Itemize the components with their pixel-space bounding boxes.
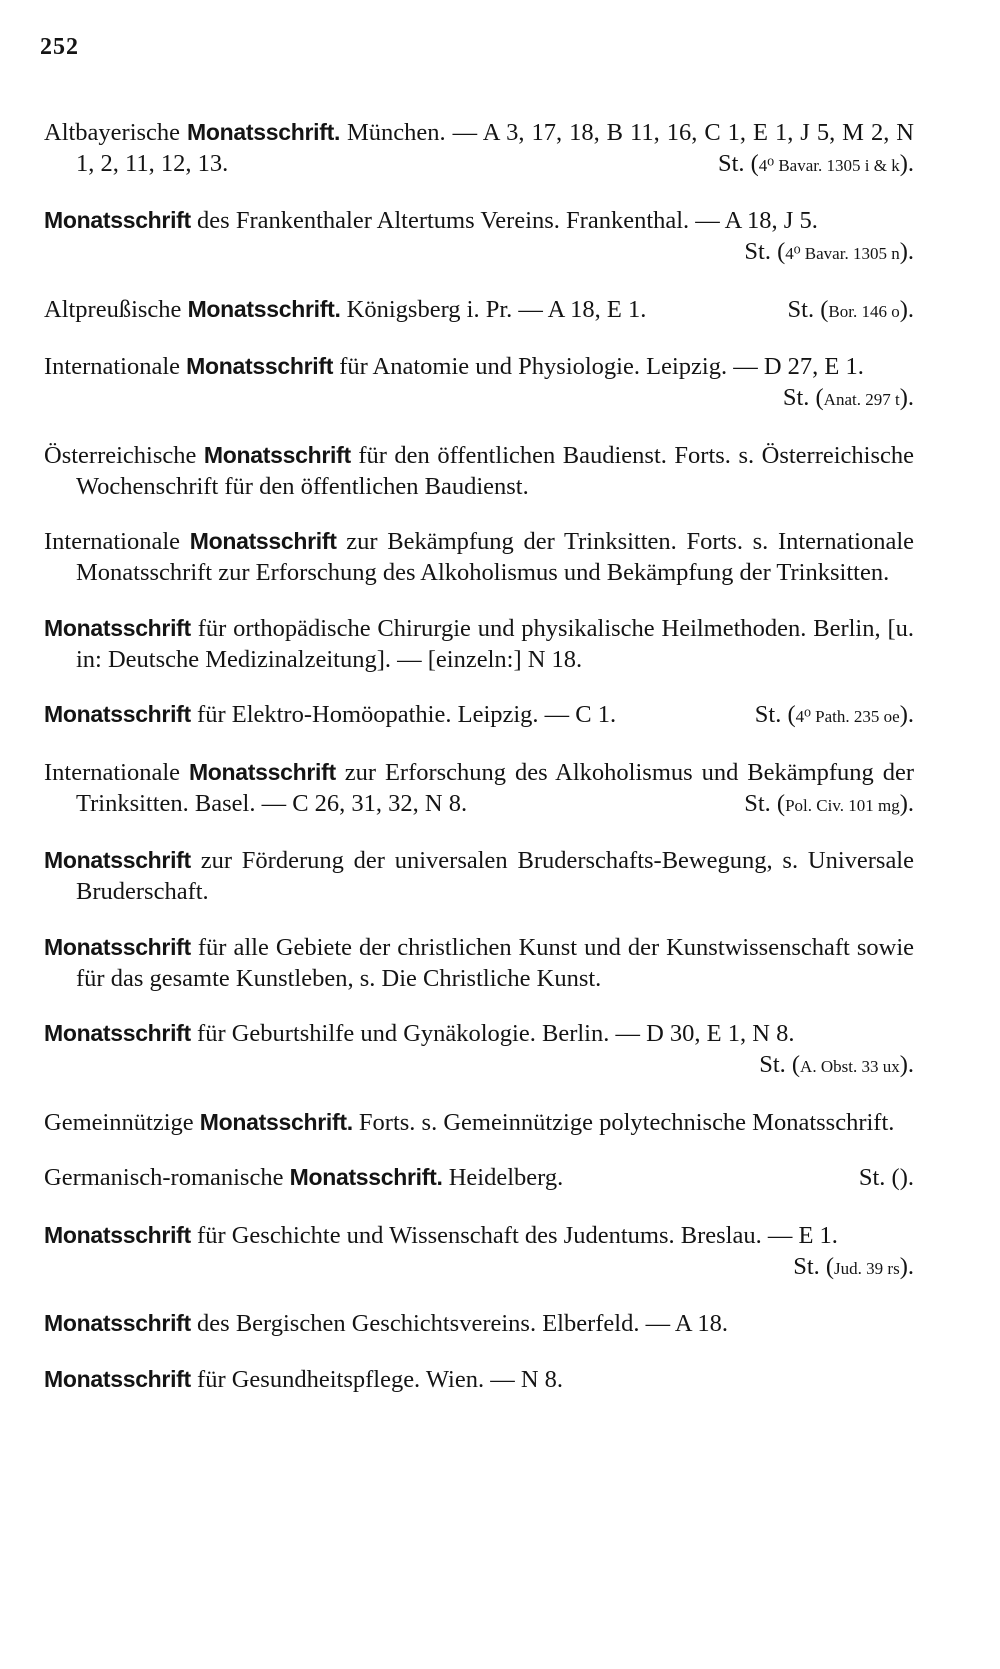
entry-text: Forts. s. Gemeinnützige polytechnische Monatsschrift. — [352, 1108, 895, 1136]
catalog-entry — [44, 1107, 914, 1138]
entry-keyword: Monatsschrift. — [289, 1164, 443, 1190]
entry-text: für alle Gebiete der christlichen Kunst und der Kunstwissenschaft sowie für das gesamte Kunstleben, s. Die Christliche Kunst. — [76, 933, 914, 992]
shelf-mark-suffix: ). — [899, 1051, 914, 1078]
shelf-mark-prefix: St. ( — [793, 1252, 835, 1280]
shelf-mark — [768, 294, 914, 327]
entry-text: Königsberg i. Pr. — A 18, E 1. — [340, 295, 647, 323]
shelf-mark-suffix: ). — [899, 1252, 914, 1280]
catalog-entry — [44, 440, 914, 502]
shelf-mark-code: 4⁰ Bavar. 1305 n — [785, 244, 900, 263]
shelf-mark-code: Anat. 297 t — [823, 390, 900, 409]
entry-text: für Gesundheitspflege. Wien. — N 8. — [190, 1365, 564, 1393]
catalog-entry — [44, 932, 914, 994]
catalog-entry — [44, 757, 914, 821]
shelf-mark — [763, 382, 914, 415]
shelf-mark — [698, 148, 914, 181]
entry-keyword: Monatsschrift — [189, 528, 337, 554]
entry-text: für Geschichte und Wissenschaft des Judentums. Breslau. — E 1. — [190, 1221, 838, 1249]
shelf-mark-suffix: ). — [899, 1164, 914, 1191]
entry-keyword: Monatsschrift — [186, 353, 334, 379]
entry-keyword: Monatsschrift — [44, 1020, 191, 1046]
shelf-mark — [735, 699, 914, 732]
shelf-mark — [839, 1162, 914, 1195]
shelf-mark-prefix: St. ( — [759, 1051, 801, 1078]
shelf-mark-prefix: St. ( — [754, 701, 796, 728]
shelf-mark-prefix: St. ( — [782, 384, 824, 411]
shelf-mark-prefix: St. ( — [787, 295, 829, 323]
entry-keyword: Monatsschrift — [44, 1221, 191, 1248]
catalog-entry — [44, 845, 914, 907]
entry-keyword: Monatsschrift. — [187, 118, 341, 145]
entry-keyword: Monatsschrift — [44, 207, 191, 233]
shelf-mark — [724, 788, 914, 821]
entry-text: für Anatomie und Physiologie. Leipzig. — D 27, E 1. — [333, 353, 864, 380]
shelf-mark-code: Pol. Civ. 101 mg — [785, 795, 900, 815]
entry-prefix: Internationale — [44, 528, 190, 555]
shelf-mark — [773, 1251, 914, 1284]
entry-text: Heidelberg. — [442, 1164, 564, 1191]
catalog-entry-list — [44, 92, 914, 1417]
page-number: 252 — [40, 34, 79, 60]
entry-prefix: Altbayerische — [44, 118, 188, 146]
catalog-entry — [44, 351, 914, 415]
shelf-mark — [739, 1049, 914, 1082]
entry-text: für den öffentlichen Baudienst. Forts. s. Österreichische Wochenschrift für den öffentlichen Baudienst. — [76, 441, 914, 500]
shelf-mark-code: 4⁰ Path. 235 oe — [795, 707, 900, 726]
entry-prefix: Altpreußische — [44, 295, 188, 323]
shelf-mark-suffix: ). — [899, 149, 914, 177]
shelf-mark-prefix: St. ( — [744, 238, 786, 265]
entry-keyword: Monatsschrift. — [187, 295, 341, 322]
entry-keyword: Monatsschrift — [44, 1310, 191, 1336]
entry-keyword: Monatsschrift. — [199, 1108, 353, 1135]
shelf-mark-prefix: St. ( — [858, 1164, 900, 1191]
shelf-mark-suffix: ). — [899, 789, 914, 817]
shelf-mark-suffix: ). — [899, 701, 914, 728]
entry-text: zur Bekämpfung der Trinksitten. Forts. s. Internationale Monatsschrift zur Erforschung des Alkoholismus und Bekämpfung der Trinksitten. — [76, 528, 914, 586]
catalog-entry — [44, 1162, 914, 1195]
shelf-mark — [724, 236, 914, 269]
catalog-entry — [44, 1308, 914, 1339]
entry-text: des Frankenthaler Altertums Vereins. Frankenthal. — A 18, J 5. — [190, 207, 818, 234]
shelf-mark-suffix: ). — [899, 238, 914, 265]
catalog-entry — [44, 613, 914, 675]
catalog-entry — [44, 1364, 914, 1395]
entry-keyword: Monatsschrift — [44, 614, 191, 641]
entry-keyword: Monatsschrift — [44, 847, 191, 873]
entry-prefix: Internationale — [44, 758, 189, 786]
catalog-entry — [44, 699, 914, 732]
entry-keyword: Monatsschrift — [44, 933, 191, 960]
entry-keyword: Monatsschrift — [203, 441, 351, 468]
shelf-mark-suffix: ). — [899, 295, 914, 323]
entry-prefix: Internationale — [44, 353, 187, 380]
shelf-mark-code: Jud. 39 rs — [834, 1258, 900, 1278]
catalog-entry — [44, 1220, 914, 1284]
entry-text: des Bergischen Geschichtsvereins. Elberfeld. — A 18. — [190, 1310, 728, 1337]
catalog-entry — [44, 1018, 914, 1082]
catalog-entry — [44, 205, 914, 269]
entry-prefix: Gemeinnützige — [44, 1108, 200, 1136]
entry-keyword: Monatsschrift — [188, 758, 336, 785]
entry-keyword: Monatsschrift — [44, 701, 191, 727]
shelf-mark-code: A. Obst. 33 ux — [800, 1057, 900, 1076]
shelf-mark-prefix: St. ( — [717, 149, 759, 177]
catalog-entry — [44, 526, 914, 588]
catalog-entry — [44, 294, 914, 327]
entry-prefix: Österreichische — [44, 441, 204, 469]
shelf-mark-suffix: ). — [899, 384, 914, 411]
entry-text: für Geburtshilfe und Gynäkologie. Berlin. — D 30, E 1, N 8. — [190, 1020, 795, 1047]
entry-text: München. — A 3, 17, 18, B 11, 16, C 1, E 1, J 5, M 2, N 1, 2, 11, 12, 13. — [76, 118, 914, 177]
catalog-entry — [44, 117, 914, 181]
shelf-mark-prefix: St. ( — [744, 789, 786, 817]
shelf-mark-code: Bor. 146 o — [828, 301, 900, 321]
entry-text: für Elektro-Homöopathie. Leipzig. — C 1. — [190, 701, 617, 728]
entry-text: zur Erforschung des Alkoholismus und Bekämpfung der Trinksitten. Basel. — C 26, 31, 32, N 8. — [76, 758, 914, 817]
entry-keyword: Monatsschrift — [44, 1365, 191, 1392]
entry-prefix: Germanisch-romanische — [44, 1164, 290, 1191]
shelf-mark-code: 4⁰ Bavar. 1305 i & k — [758, 155, 900, 175]
entry-text: zur Förderung der universalen Bruderschafts-Bewegung, s. Universale Bruderschaft. — [76, 847, 914, 905]
entry-text: für orthopädische Chirurgie und physikalische Heilmethoden. Berlin, [u. in: Deutsche Medizinalzeitung]. — [einzeln:] N 18. — [76, 614, 914, 673]
